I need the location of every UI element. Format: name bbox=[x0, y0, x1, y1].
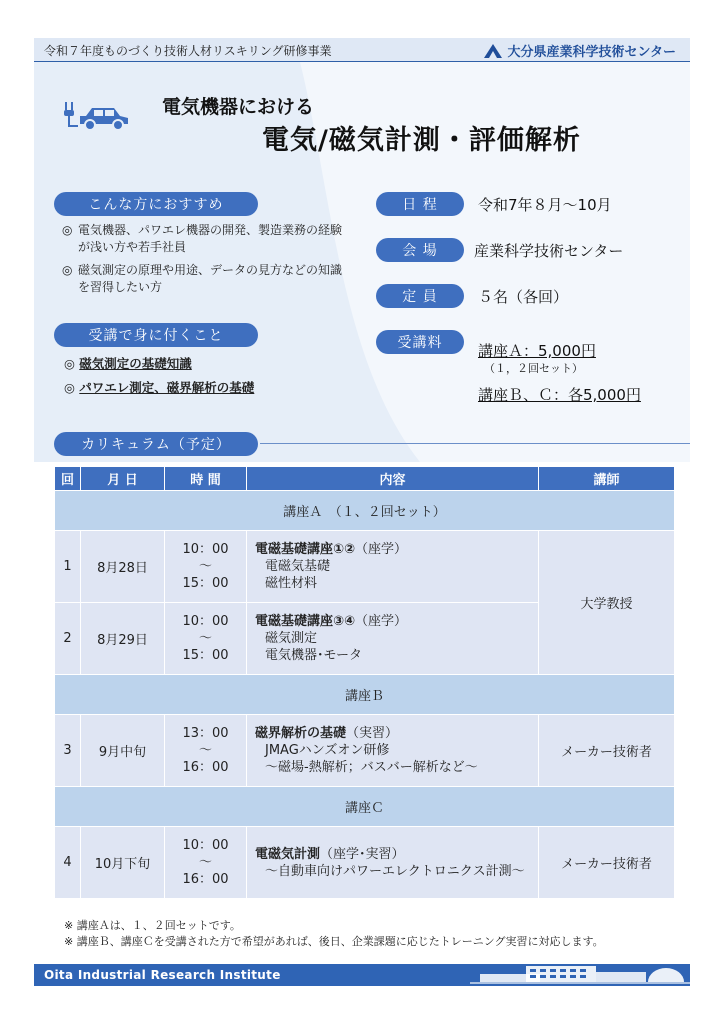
course-title: 電磁気計測（座学･実習） bbox=[255, 846, 405, 862]
time-start: 10：00 bbox=[182, 838, 229, 853]
column-header-time: 時 間 bbox=[165, 467, 247, 491]
gain-list bbox=[64, 352, 254, 400]
time-start: 10：00 bbox=[182, 614, 229, 629]
section-title-b: 講座Ｂ bbox=[55, 675, 675, 715]
table-row bbox=[55, 531, 675, 603]
course-type: （実習） bbox=[346, 726, 399, 741]
venue-label: 会 場 bbox=[376, 238, 464, 262]
fee-course-a: 講座Ａ：5,000円 bbox=[478, 342, 596, 360]
bullet-mark: ◎ bbox=[64, 380, 75, 395]
time-tilde: ～ bbox=[198, 559, 212, 574]
page-title: 電気/磁気計測・評価解析 bbox=[262, 125, 581, 156]
curriculum-label: カリキュラム（予定） bbox=[54, 432, 258, 456]
course-topic: ～磁場-熱解析；バスバー解析など～ bbox=[265, 760, 478, 775]
curriculum-table bbox=[54, 466, 675, 899]
time-tilde: ～ bbox=[198, 631, 212, 646]
row-num: 4 bbox=[55, 827, 81, 899]
course-topic: 磁気測定 bbox=[265, 631, 318, 646]
row-time bbox=[165, 603, 247, 675]
time-start: 10：00 bbox=[182, 542, 229, 557]
section-title-a: 講座Ａ （１、２回セット） bbox=[55, 491, 675, 531]
list-item bbox=[62, 222, 352, 256]
table-row bbox=[55, 715, 675, 787]
capacity-value: ５名（各回） bbox=[478, 288, 569, 306]
course-topic: ～自動車向けパワーエレクトロニクス計測～ bbox=[265, 863, 525, 879]
time-end: 16：00 bbox=[182, 872, 229, 887]
time-start: 13：00 bbox=[182, 726, 229, 741]
section-row-a bbox=[55, 491, 675, 531]
row-lecturer: 大学教授 bbox=[539, 531, 675, 675]
table-header-row bbox=[55, 467, 675, 491]
time-end: 15：00 bbox=[182, 648, 229, 663]
recommend-text: 磁気測定の原理や用途、データの見方などの知識を習得したい方 bbox=[78, 263, 343, 294]
time-end: 16：00 bbox=[182, 760, 229, 775]
section-row-b bbox=[55, 675, 675, 715]
row-num: 1 bbox=[55, 531, 81, 603]
electric-car-icon bbox=[62, 96, 134, 136]
course-type: （座学･実習） bbox=[320, 846, 405, 862]
recommend-text: 電気機器、パワエレ機器の開発、製造業務の経験が浅い方や若手社員 bbox=[78, 223, 343, 254]
bullet-mark: ◎ bbox=[62, 263, 73, 277]
fee-course-a-note: （１，２回セット） bbox=[484, 362, 583, 375]
row-date: 9月中旬 bbox=[81, 715, 165, 787]
row-num: 3 bbox=[55, 715, 81, 787]
course-topic: 電磁気基礎 bbox=[265, 559, 331, 574]
footer-text: Oita Industrial Research Institute bbox=[44, 968, 281, 982]
row-num: 2 bbox=[55, 603, 81, 675]
venue-value: 産業科学技術センター bbox=[474, 242, 624, 260]
course-type: （座学） bbox=[355, 542, 408, 557]
course-title: 電磁基礎講座③④（座学） bbox=[255, 614, 408, 629]
gain-text: パワエレ測定、磁界解析の基礎 bbox=[79, 380, 255, 395]
title-subtitle: 電気機器における bbox=[162, 96, 315, 118]
column-header-content: 内容 bbox=[247, 467, 539, 491]
gain-text: 磁気測定の基礎知識 bbox=[79, 356, 192, 371]
course-topic: 磁性材料 bbox=[265, 576, 318, 591]
recommend-label: こんな方におすすめ bbox=[54, 192, 258, 216]
row-time bbox=[165, 715, 247, 787]
note-line: ※ 講座Ｂ、講座Ｃを受講された方で希望があれば、後日、企業課題に応じたトレーニング実習に対応します。 bbox=[64, 935, 604, 948]
column-header-lecturer: 講師 bbox=[539, 467, 675, 491]
top-header-strip bbox=[34, 38, 690, 62]
recommend-list bbox=[62, 222, 352, 302]
column-header-date: 月 日 bbox=[81, 467, 165, 491]
course-title: 電磁基礎講座①②（座学） bbox=[255, 542, 408, 557]
organization bbox=[482, 41, 676, 60]
list-item bbox=[64, 376, 254, 400]
organization-logo-icon bbox=[482, 42, 504, 60]
row-lecturer: メーカー技術者 bbox=[539, 827, 675, 899]
schedule-value: 令和7年８月～10月 bbox=[478, 196, 612, 214]
row-content bbox=[247, 603, 539, 675]
curriculum-divider bbox=[260, 443, 690, 444]
organization-name: 大分県産業科学技術センター bbox=[507, 45, 676, 60]
building-illustration-icon bbox=[470, 960, 690, 986]
row-content bbox=[247, 827, 539, 899]
row-content bbox=[247, 531, 539, 603]
row-content bbox=[247, 715, 539, 787]
gain-label: 受講で身に付くこと bbox=[54, 323, 258, 347]
note-line: ※ 講座Ａは、１、２回セットです。 bbox=[64, 919, 241, 932]
row-lecturer: メーカー技術者 bbox=[539, 715, 675, 787]
bullet-mark: ◎ bbox=[64, 356, 75, 371]
row-time bbox=[165, 531, 247, 603]
list-item bbox=[62, 262, 352, 296]
course-topic: 電気機器･モータ bbox=[265, 648, 362, 663]
table-row bbox=[55, 827, 675, 899]
section-title-c: 講座Ｃ bbox=[55, 787, 675, 827]
row-date: 8月28日 bbox=[81, 531, 165, 603]
row-time bbox=[165, 827, 247, 899]
fee-course-bc: 講座Ｂ、Ｃ：各5,000円 bbox=[478, 386, 641, 404]
schedule-label: 日 程 bbox=[376, 192, 464, 216]
capacity-label: 定 員 bbox=[376, 284, 464, 308]
course-topic: JMAGハンズオン研修 bbox=[265, 743, 390, 758]
notes bbox=[64, 918, 604, 950]
course-title: 磁界解析の基礎（実習） bbox=[255, 726, 399, 741]
fee-label: 受講料 bbox=[376, 330, 464, 354]
column-header-num: 回 bbox=[55, 467, 81, 491]
row-date: 10月下旬 bbox=[81, 827, 165, 899]
time-end: 15：00 bbox=[182, 576, 229, 591]
list-item bbox=[64, 352, 254, 376]
time-tilde: ～ bbox=[198, 855, 212, 870]
bullet-mark: ◎ bbox=[62, 223, 73, 237]
project-name: 令和７年度ものづくり技術人材リスキリング研修事業 bbox=[44, 44, 332, 58]
course-type: （座学） bbox=[355, 614, 408, 629]
section-row-c bbox=[55, 787, 675, 827]
time-tilde: ～ bbox=[198, 743, 212, 758]
row-date: 8月29日 bbox=[81, 603, 165, 675]
